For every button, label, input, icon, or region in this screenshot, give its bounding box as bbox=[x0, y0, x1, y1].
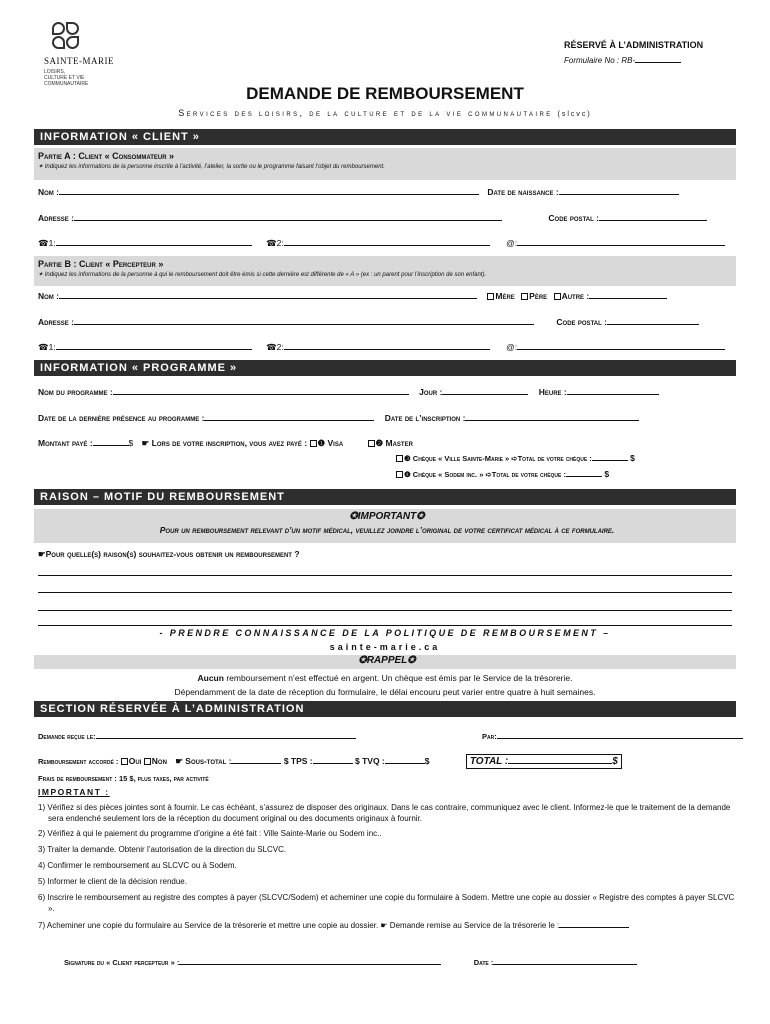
important-heading: IMPORTANT : bbox=[38, 787, 110, 797]
mere-checkbox[interactable] bbox=[487, 293, 494, 300]
signature-date-field[interactable] bbox=[493, 956, 637, 965]
section-reason-header: RAISON – MOTIF DU REMBOURSEMENT bbox=[34, 489, 736, 505]
fees-note: Frais de remboursement : 15 $, plus taxes, par activité bbox=[38, 774, 209, 783]
cheque-vsm-checkbox[interactable] bbox=[396, 455, 403, 462]
day-field[interactable] bbox=[442, 386, 528, 395]
step-6: 6) Inscrire le remboursement au registre des comptes à payer (SLCVC/Sodem) et acheminer une copie du formulaire à Sodem. Mettre une copie au dossier « Registre des comptes à payer SLCVC ». bbox=[38, 893, 735, 913]
page-title: DEMANDE DE REMBOURSEMENT bbox=[246, 84, 524, 103]
part-a-band: Partie A : Client « Consommateur » ✶ Indiquez les informations de la personne inscrite à l’activité, l’atelier, la sortie ou le programme faisant l’objet du remboursement. bbox=[34, 148, 736, 180]
admin-steps bbox=[38, 802, 736, 931]
autre-checkbox[interactable] bbox=[554, 293, 561, 300]
logo bbox=[44, 20, 114, 87]
pere-checkbox[interactable] bbox=[521, 293, 528, 300]
reason-line-4[interactable] bbox=[38, 625, 732, 626]
website: sainte-marie.ca bbox=[329, 642, 441, 652]
payer-email-field[interactable] bbox=[517, 341, 725, 350]
phone1-field[interactable] bbox=[56, 237, 252, 246]
cheque-sodem-total[interactable] bbox=[566, 468, 602, 477]
last-presence-field[interactable] bbox=[204, 412, 374, 421]
step-4: 4) Confirmer le remboursement au SLCVC ou à Sodem. bbox=[38, 861, 237, 870]
payer-address-row: Adresse : Code postal : bbox=[38, 316, 732, 327]
program-name-field[interactable] bbox=[113, 386, 409, 395]
client-name-row: Nom : Date de naissance : bbox=[38, 186, 732, 197]
postal-field[interactable] bbox=[599, 212, 707, 221]
program-name-row: Nom du programme : Jour : Heure : bbox=[38, 386, 732, 397]
oui-checkbox[interactable] bbox=[121, 758, 128, 765]
part-b-band: Partie B : Client « Percepteur » ✶ Indiquez les informations de la personne à qui le remboursement doit être émis si cette dernière est différente de « A » (ex : un parent pour l’inscription de son enfant). bbox=[34, 256, 736, 286]
reason-line-2[interactable] bbox=[38, 592, 732, 593]
flower-logo-icon bbox=[50, 20, 84, 54]
cheque-sodem-checkbox[interactable] bbox=[396, 471, 403, 478]
autre-field[interactable] bbox=[589, 290, 667, 299]
accorde-row: Remboursement accordé : Oui Non ☛ Sous-total : $ TPS : $ TVQ : $ TOTAL : $ bbox=[38, 755, 732, 767]
signature-field[interactable] bbox=[179, 956, 441, 965]
step-7: 7) Acheminer une copie du formulaire au Service de la trésorerie et mettre une copie au dossier. ☛ Demande remise au Service de la trésorerie le : bbox=[38, 919, 736, 931]
payer-phone2-field[interactable] bbox=[284, 341, 490, 350]
rappel-line-1: Aucun remboursement n’est effectué en argent. Un chèque est émis par le Service de la trésorerie. bbox=[197, 673, 573, 683]
admin-reserved: RÉSERVÉ À L’ADMINISTRATION Formulaire No : RB- bbox=[564, 40, 704, 65]
amount-field[interactable] bbox=[93, 437, 129, 446]
tvq-field[interactable] bbox=[385, 755, 425, 764]
non-checkbox[interactable] bbox=[144, 758, 151, 765]
address-field[interactable] bbox=[74, 212, 502, 221]
step-1: 1) Vérifiez si des pièces jointes sont à fournir. Le cas échéant, s’assurez de disposer des originaux. Dans le cas contraire, communiquez avec le client. Informez-le que le traitement de la demande sera endenché seulement lors de la réception du document original ou des documents originaux à fournir. bbox=[38, 803, 731, 823]
subtotal-field[interactable] bbox=[231, 755, 281, 764]
time-field[interactable] bbox=[567, 386, 659, 395]
step-5: 5) Informer le client de la décision rendue. bbox=[38, 877, 187, 886]
received-field[interactable] bbox=[96, 730, 356, 739]
payer-address-field[interactable] bbox=[74, 316, 534, 325]
reason-line-3[interactable] bbox=[38, 610, 732, 611]
step-2: 2) Vérifiez à qui le paiement du programme d’origine a été fait : Ville Sainte-Marie ou Sodem inc.. bbox=[38, 829, 382, 838]
signature-row: Signature du « Client percepteur » : Date : bbox=[64, 956, 704, 967]
important-band: ✪IMPORTANT✪ Pour un remboursement relevant d’un motif médical, veuillez joindre l’original de votre certificat médical à ce formulaire. bbox=[34, 509, 736, 543]
name-field[interactable] bbox=[59, 186, 479, 195]
registration-date-field[interactable] bbox=[465, 412, 639, 421]
section-program-header: INFORMATION « PROGRAMME » bbox=[34, 360, 736, 376]
payment-row: Montant payé : $ ☛ Lors de votre inscription, vous avez payé : ❶ Visa ❷ Master bbox=[38, 438, 413, 448]
rappel-band: ✪RAPPEL✪ bbox=[34, 655, 736, 669]
section-admin-header: SECTION RÉSERVÉE À L’ADMINISTRATION bbox=[34, 701, 736, 717]
email-field[interactable] bbox=[517, 237, 725, 246]
tps-field[interactable] bbox=[313, 755, 353, 764]
cheque-vsm-row: ❸ Chèque « Ville Sainte-Marie » ➪Total de votre chèque : $ bbox=[396, 452, 732, 463]
payer-name-row: Nom : Mère Père Autre : bbox=[38, 290, 732, 301]
reason-question: ☛Pour quelle(s) raison(s) souhaitez-vous obtenir un remboursement ? bbox=[38, 549, 300, 559]
logo-name: SAINTE-MARIE bbox=[44, 56, 114, 66]
payer-phone-row: ☎1: ☎2: @: bbox=[38, 341, 732, 353]
payer-name-field[interactable] bbox=[59, 290, 477, 299]
page-subtitle: Services des loisirs, de la culture et de la vie communautaire (slcvc) bbox=[178, 108, 592, 118]
par-field[interactable] bbox=[497, 730, 743, 739]
cheque-sodem-row: ❹ Chèque « Sodem inc. » ➪Total de votre chèque : $ bbox=[396, 468, 732, 479]
payer-postal-field[interactable] bbox=[607, 316, 699, 325]
master-checkbox[interactable] bbox=[368, 440, 375, 447]
client-phone-row: ☎1: ☎2: @: bbox=[38, 237, 732, 249]
reason-line-1[interactable] bbox=[38, 575, 732, 576]
total-box[interactable]: TOTAL : $ bbox=[466, 754, 622, 769]
received-row: Demande reçue le: Par: bbox=[38, 730, 732, 741]
client-address-row: Adresse : Code postal : bbox=[38, 212, 732, 223]
rappel-line-2: Dépendamment de la date de réception du formulaire, le délai encouru peut varier entre quatre à huit semaines. bbox=[174, 687, 596, 697]
phone2-field[interactable] bbox=[284, 237, 490, 246]
step-3: 3) Traiter la demande. Obtenir l’autorisation de la direction du SLCVC. bbox=[38, 845, 287, 854]
dob-field[interactable] bbox=[559, 186, 679, 195]
logo-subtitle: LOISIRS, CULTURE ET VIE COMMUNAUTAIRE bbox=[44, 69, 89, 87]
cheque-vsm-total[interactable] bbox=[592, 452, 628, 461]
visa-checkbox[interactable] bbox=[310, 440, 317, 447]
payer-phone1-field[interactable] bbox=[56, 341, 252, 350]
policy-notice: - PRENDRE CONNAISSANCE DE LA POLITIQUE DE REMBOURSEMENT – bbox=[159, 628, 611, 638]
program-dates-row: Date de la dernière présence au programme : Date de l’inscription : bbox=[38, 412, 732, 423]
section-client-header: INFORMATION « CLIENT » bbox=[34, 129, 736, 145]
